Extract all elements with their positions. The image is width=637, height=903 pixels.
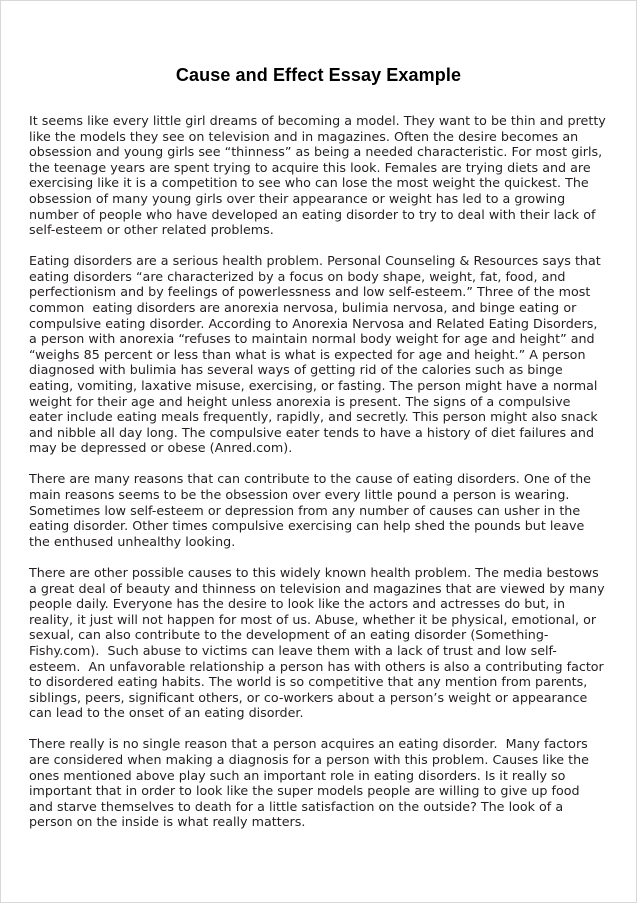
paragraph: There are many reasons that can contribute to the cause of eating disorders. One of the main reasons seems to be the obsession over every little pound a person is wearing. Sometimes low self-esteem or depression from any number of causes can usher in the eating disorder. Other times compulsive exercising can help shed the pounds but leave the enthused unhealthy looking. bbox=[29, 471, 596, 549]
paragraph: There really is no single reason that a person acquires an eating disorder. Many factors are considered when making a diagnosis for a person with this problem. Causes like the ones mentioned above play such an important role in eating disorders. Is it really so important that in order to look like the super models people are willing to give up food and starve themselves to death for a little satisfaction on the outside? The look of a person on the inside is what really matters. bbox=[29, 736, 594, 830]
essay-body bbox=[1, 86, 636, 830]
paragraph: There are other possible causes to this widely known health problem. The media bestows a great deal of beauty and thinness on television and magazines that are viewed by many people daily. Everyone has the desire to look like the actors and actresses do but, in reality, it just will not happen for most of us. Abuse, whether it be physical, emotional, or sexual, can also contribute to the development of an eating disorder (Something-Fishy.com). Such abuse to victims can leave them with a lack of trust and low self-esteem. An unfavorable relationship a person has with others is also a contributing factor to disordered eating habits. The world is so competitive that any mention from parents, siblings, peers, significant others, or co-workers about a person’s weight or appearance can lead to the onset of an eating disorder. bbox=[29, 564, 609, 721]
page-title: Cause and Effect Essay Example bbox=[175, 65, 462, 85]
paragraph: It seems like every little girl dreams of becoming a model. They want to be thin and pretty like the models they see on television and in magazines. Often the desire becomes an obsession and young girls see “thinness” as being a needed characteristic. For most girls, the teenage years are spent trying to acquire this look. Females are trying diets and are exercising like it is a competition to see who can lose the most weight the quickest. The obsession of many young girls over their appearance or weight has led to a growing number of people who have developed an eating disorder to try to deal with their lack of self-esteem or other related problems. bbox=[29, 113, 610, 238]
paragraph: Eating disorders are a serious health problem. Personal Counseling & Resources says that eating disorders “are characterized by a focus on body shape, weight, fat, food, and perfectionism and by feelings of powerlessness and low self-esteem.” Three of the most common eating disorders are anorexia nervosa, bulimia nervosa, and binge eating or compulsive eating disorder. According to Anorexia Nervosa and Related Eating Disorders, a person with anorexia “refuses to maintain normal body weight for age and height” and “weighs 85 percent or less than what is what is expected for age and height.” A person diagnosed with bulimia has several ways of getting rid of the calories such as binge eating, vomiting, laxative misuse, exercising, or fasting. The person might have a normal weight for their age and height unless anorexia is present. The signs of a compulsive eater include eating meals frequently, rapidly, and secretly. This person might also snack and nibble all day long. The compulsive eater tends to have a history of diet failures and may be depressed or obese (Anred.com). bbox=[29, 253, 605, 456]
